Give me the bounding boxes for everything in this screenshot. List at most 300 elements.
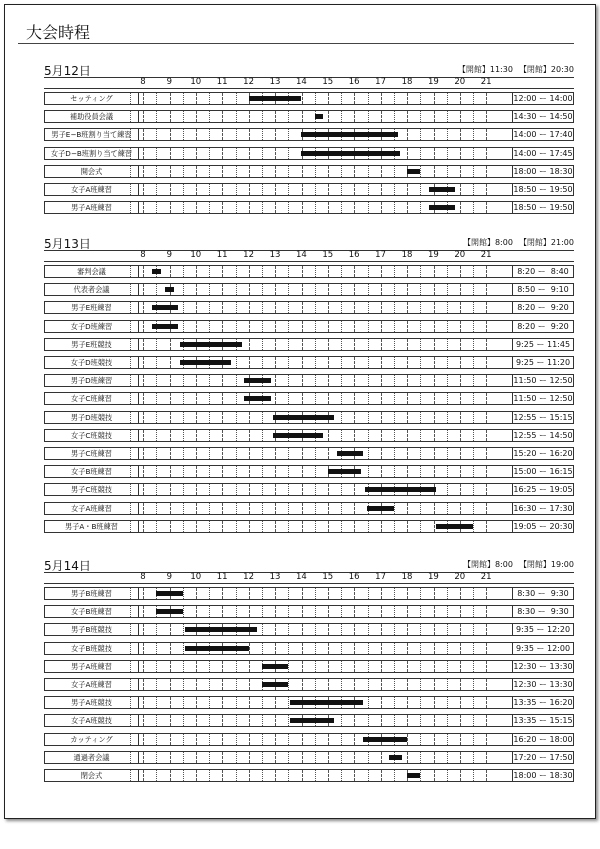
grid-tick xyxy=(447,624,448,635)
hour-label: 11 xyxy=(216,572,228,582)
grid-tick xyxy=(196,503,197,514)
grid-tick xyxy=(315,521,316,532)
grid-tick xyxy=(262,715,263,726)
grid-tick xyxy=(183,375,184,386)
grid-tick xyxy=(288,466,289,477)
grid-tick xyxy=(315,357,316,368)
grid-tick xyxy=(407,202,408,213)
grid-tick xyxy=(354,93,355,104)
grid-tick xyxy=(288,266,289,277)
grid-tick xyxy=(381,448,382,459)
grid-tick xyxy=(368,661,369,672)
grid-tick xyxy=(222,466,223,477)
grid-tick xyxy=(236,606,237,617)
grid-tick xyxy=(262,503,263,514)
grid-tick xyxy=(486,448,487,459)
grid-tick xyxy=(196,521,197,532)
event-label: 男子B班競技 xyxy=(45,624,139,635)
grid-tick xyxy=(288,357,289,368)
grid-tick xyxy=(170,734,171,745)
grid-tick xyxy=(143,339,144,350)
grid-tick xyxy=(249,521,250,532)
grid-tick xyxy=(275,129,276,140)
event-bar xyxy=(185,646,249,651)
event-bar xyxy=(152,324,178,329)
grid-tick xyxy=(473,484,474,495)
hour-label: 9 xyxy=(166,77,173,87)
grid-tick xyxy=(354,521,355,532)
grid-tick xyxy=(196,588,197,599)
hour-label: 13 xyxy=(269,572,281,582)
grid-tick xyxy=(341,606,342,617)
grid-tick xyxy=(341,184,342,195)
grid-tick xyxy=(302,321,303,332)
grid-tick xyxy=(394,521,395,532)
grid-tick xyxy=(143,715,144,726)
event-label: 開会式 xyxy=(45,166,139,177)
grid-tick xyxy=(302,503,303,514)
grid-tick xyxy=(302,393,303,404)
event-label: 男子B班練習 xyxy=(45,588,139,599)
grid-tick xyxy=(434,148,435,159)
open-time: 【開館】8:00 xyxy=(462,238,513,247)
grid-tick xyxy=(288,697,289,708)
grid-tick xyxy=(262,770,263,781)
grid-tick xyxy=(183,484,184,495)
grid-tick xyxy=(196,448,197,459)
grid-tick xyxy=(275,357,276,368)
event-label: 男子E班練習 xyxy=(45,302,139,313)
grid-tick xyxy=(222,734,223,745)
grid-tick xyxy=(262,430,263,441)
grid-tick xyxy=(420,661,421,672)
grid-tick xyxy=(302,111,303,122)
grid-tick xyxy=(209,430,210,441)
grid-tick xyxy=(434,661,435,672)
grid-tick xyxy=(302,588,303,599)
grid-tick xyxy=(328,284,329,295)
event-label: 男子D班競技 xyxy=(45,412,139,423)
grid-tick xyxy=(143,448,144,459)
grid-tick xyxy=(275,624,276,635)
grid-tick xyxy=(209,484,210,495)
hour-label: 14 xyxy=(295,572,307,582)
grid-tick xyxy=(196,661,197,672)
grid-tick xyxy=(143,321,144,332)
grid-tick xyxy=(473,448,474,459)
grid-tick xyxy=(209,588,210,599)
grid-tick xyxy=(143,375,144,386)
grid-tick xyxy=(460,484,461,495)
event-bar xyxy=(180,342,242,347)
grid-tick xyxy=(407,624,408,635)
schedule-row xyxy=(44,660,574,673)
grid-tick xyxy=(302,661,303,672)
schedule-row xyxy=(44,374,574,387)
event-bar xyxy=(290,700,363,705)
hall-hours xyxy=(463,237,574,248)
grid-tick xyxy=(209,679,210,690)
grid-tick xyxy=(447,166,448,177)
event-label: 通過者会議 xyxy=(45,752,139,763)
grid-tick xyxy=(328,752,329,763)
grid-tick xyxy=(460,129,461,140)
grid-tick xyxy=(486,606,487,617)
grid-tick xyxy=(130,503,131,514)
grid-tick xyxy=(368,302,369,313)
grid-tick xyxy=(341,679,342,690)
grid-tick xyxy=(130,284,131,295)
grid-tick xyxy=(183,93,184,104)
grid-tick xyxy=(434,752,435,763)
grid-tick xyxy=(460,715,461,726)
grid-tick xyxy=(381,715,382,726)
grid-tick xyxy=(209,503,210,514)
grid-tick xyxy=(460,148,461,159)
grid-tick xyxy=(236,93,237,104)
grid-tick xyxy=(196,484,197,495)
grid-tick xyxy=(341,643,342,654)
event-time: 9:35 ー 12:20 xyxy=(512,624,573,635)
grid-tick xyxy=(460,588,461,599)
grid-tick xyxy=(249,266,250,277)
grid-tick xyxy=(156,661,157,672)
grid-tick xyxy=(262,697,263,708)
grid-tick xyxy=(420,339,421,350)
grid-tick xyxy=(156,202,157,213)
grid-tick xyxy=(288,166,289,177)
hours-divider xyxy=(44,88,574,89)
grid-tick xyxy=(447,661,448,672)
title-divider xyxy=(18,43,574,44)
grid-tick xyxy=(249,302,250,313)
event-bar xyxy=(156,609,182,614)
event-time: 13:35 ー 16:20 xyxy=(513,698,573,708)
hour-label: 14 xyxy=(295,250,307,260)
grid-tick xyxy=(130,697,131,708)
schedule-row xyxy=(44,605,574,618)
grid-tick xyxy=(407,412,408,423)
grid-tick xyxy=(302,484,303,495)
grid-tick xyxy=(156,111,157,122)
grid-tick xyxy=(368,284,369,295)
grid-tick xyxy=(143,624,144,635)
grid-tick xyxy=(288,448,289,459)
grid-tick xyxy=(288,184,289,195)
grid-tick xyxy=(130,321,131,332)
grid-tick xyxy=(288,111,289,122)
grid-tick xyxy=(275,715,276,726)
grid-tick xyxy=(275,466,276,477)
grid-tick xyxy=(407,129,408,140)
event-time: 12:30 ー 13:30 xyxy=(513,680,573,689)
grid-tick xyxy=(368,521,369,532)
event-time: 12:55 ー 15:15 xyxy=(513,412,573,422)
grid-tick xyxy=(394,184,395,195)
grid-tick xyxy=(447,503,448,514)
grid-tick xyxy=(209,448,210,459)
event-time: 17:20 ー 17:50 xyxy=(513,752,573,762)
grid-tick xyxy=(288,588,289,599)
grid-tick xyxy=(183,111,184,122)
close-time: 【閉館】19:00 xyxy=(518,560,574,569)
grid-tick xyxy=(222,588,223,599)
grid-tick xyxy=(394,302,395,313)
grid-tick xyxy=(236,521,237,532)
grid-tick xyxy=(143,606,144,617)
grid-tick xyxy=(315,302,316,313)
event-bar xyxy=(152,269,161,274)
grid-tick xyxy=(460,503,461,514)
grid-tick xyxy=(156,430,157,441)
event-label: 女子D班競技 xyxy=(45,357,139,368)
hour-label: 8 xyxy=(140,250,146,260)
event-bar xyxy=(367,506,393,511)
grid-tick xyxy=(130,93,131,104)
grid-tick xyxy=(236,752,237,763)
grid-tick xyxy=(170,484,171,495)
grid-tick xyxy=(262,339,263,350)
grid-tick xyxy=(262,266,263,277)
grid-tick xyxy=(315,266,316,277)
hour-label: 16 xyxy=(348,77,360,87)
grid-tick xyxy=(249,202,250,213)
grid-tick xyxy=(394,412,395,423)
grid-tick xyxy=(275,503,276,514)
grid-tick xyxy=(275,770,276,781)
grid-tick xyxy=(249,148,250,159)
grid-tick xyxy=(183,661,184,672)
grid-tick xyxy=(434,466,435,477)
grid-tick xyxy=(183,129,184,140)
grid-tick xyxy=(368,643,369,654)
grid-tick xyxy=(236,448,237,459)
grid-tick xyxy=(328,448,329,459)
grid-tick xyxy=(275,448,276,459)
grid-tick xyxy=(156,770,157,781)
grid-tick xyxy=(262,752,263,763)
grid-tick xyxy=(143,148,144,159)
grid-tick xyxy=(143,661,144,672)
grid-tick xyxy=(143,266,144,277)
event-time: 18:00 ー 18:30 xyxy=(513,771,573,780)
grid-tick xyxy=(209,302,210,313)
hour-label: 13 xyxy=(269,250,281,260)
grid-tick xyxy=(236,412,237,423)
grid-tick xyxy=(302,266,303,277)
grid-tick xyxy=(486,375,487,386)
grid-tick xyxy=(354,166,355,177)
grid-tick xyxy=(407,430,408,441)
hour-label: 11 xyxy=(216,250,228,260)
grid-tick xyxy=(156,752,157,763)
grid-tick xyxy=(354,643,355,654)
grid-tick xyxy=(315,448,316,459)
grid-tick xyxy=(262,184,263,195)
grid-tick xyxy=(196,679,197,690)
grid-tick xyxy=(275,202,276,213)
event-bar xyxy=(407,169,420,174)
grid-tick xyxy=(275,484,276,495)
grid-tick xyxy=(460,266,461,277)
grid-tick xyxy=(222,375,223,386)
grid-tick xyxy=(130,266,131,277)
grid-tick xyxy=(460,661,461,672)
grid-tick xyxy=(170,166,171,177)
grid-tick xyxy=(328,624,329,635)
grid-tick xyxy=(130,375,131,386)
grid-tick xyxy=(394,606,395,617)
grid-tick xyxy=(473,503,474,514)
grid-tick xyxy=(249,448,250,459)
grid-tick xyxy=(209,412,210,423)
event-bar xyxy=(152,305,178,310)
event-time: 16:25 ー 19:05 xyxy=(513,485,573,495)
grid-tick xyxy=(275,521,276,532)
grid-tick xyxy=(460,111,461,122)
grid-tick xyxy=(288,679,289,690)
hour-label: 18 xyxy=(401,572,413,582)
hour-label: 17 xyxy=(375,250,386,260)
hour-label: 10 xyxy=(190,77,202,87)
grid-tick xyxy=(302,184,303,195)
grid-tick xyxy=(473,93,474,104)
grid-tick xyxy=(381,770,382,781)
grid-tick xyxy=(315,284,316,295)
grid-tick xyxy=(222,266,223,277)
grid-tick xyxy=(486,484,487,495)
event-bar xyxy=(315,114,324,119)
grid-tick xyxy=(381,521,382,532)
grid-tick xyxy=(288,393,289,404)
grid-tick xyxy=(288,643,289,654)
grid-tick xyxy=(473,624,474,635)
grid-tick xyxy=(368,339,369,350)
event-time: 8:30 ー 9:30 xyxy=(512,606,573,617)
grid-tick xyxy=(143,484,144,495)
schedule-row xyxy=(44,301,574,314)
grid-tick xyxy=(381,643,382,654)
grid-tick xyxy=(156,484,157,495)
event-time: 14:30 ー 14:50 xyxy=(513,112,573,122)
grid-tick xyxy=(434,734,435,745)
grid-tick xyxy=(249,184,250,195)
grid-tick xyxy=(434,624,435,635)
grid-tick xyxy=(460,412,461,423)
grid-tick xyxy=(236,375,237,386)
grid-tick xyxy=(275,393,276,404)
schedule-row xyxy=(44,733,574,746)
grid-tick xyxy=(368,393,369,404)
grid-tick xyxy=(473,284,474,295)
grid-tick xyxy=(447,448,448,459)
grid-tick xyxy=(381,624,382,635)
grid-tick xyxy=(447,357,448,368)
event-label: 男子E班競技 xyxy=(45,339,139,350)
grid-tick xyxy=(460,166,461,177)
grid-tick xyxy=(170,202,171,213)
grid-tick xyxy=(302,93,303,104)
grid-tick xyxy=(156,503,157,514)
grid-tick xyxy=(222,111,223,122)
hour-label: 13 xyxy=(269,77,281,87)
grid-tick xyxy=(170,521,171,532)
grid-tick xyxy=(341,412,342,423)
grid-tick xyxy=(420,129,421,140)
hour-label: 12 xyxy=(243,77,254,87)
event-bar xyxy=(301,132,398,137)
grid-tick xyxy=(236,734,237,745)
grid-tick xyxy=(196,430,197,441)
grid-tick xyxy=(407,466,408,477)
grid-tick xyxy=(434,643,435,654)
grid-tick xyxy=(222,697,223,708)
grid-tick xyxy=(434,697,435,708)
grid-tick xyxy=(368,448,369,459)
grid-tick xyxy=(183,734,184,745)
grid-tick xyxy=(407,643,408,654)
grid-tick xyxy=(183,448,184,459)
grid-tick xyxy=(209,321,210,332)
grid-tick xyxy=(473,412,474,423)
event-time: 8:30 ー 9:30 xyxy=(512,588,573,599)
grid-tick xyxy=(262,148,263,159)
grid-tick xyxy=(473,375,474,386)
grid-tick xyxy=(420,624,421,635)
grid-tick xyxy=(328,484,329,495)
grid-tick xyxy=(354,715,355,726)
grid-tick xyxy=(275,643,276,654)
grid-tick xyxy=(328,661,329,672)
hour-label: 17 xyxy=(375,77,386,87)
hour-label: 12 xyxy=(243,250,254,260)
grid-tick xyxy=(486,643,487,654)
grid-tick xyxy=(288,503,289,514)
grid-tick xyxy=(130,357,131,368)
grid-tick xyxy=(394,679,395,690)
hour-label: 10 xyxy=(190,250,202,260)
grid-tick xyxy=(354,339,355,350)
grid-tick xyxy=(130,679,131,690)
grid-tick xyxy=(368,202,369,213)
grid-tick xyxy=(420,715,421,726)
grid-tick xyxy=(196,734,197,745)
grid-tick xyxy=(183,715,184,726)
grid-tick xyxy=(473,643,474,654)
hours-divider xyxy=(44,261,574,262)
grid-tick xyxy=(434,679,435,690)
schedule-row xyxy=(44,183,574,196)
grid-tick xyxy=(486,129,487,140)
grid-tick xyxy=(143,521,144,532)
hour-label: 18 xyxy=(401,77,413,87)
grid-tick xyxy=(156,93,157,104)
grid-tick xyxy=(368,321,369,332)
grid-tick xyxy=(407,357,408,368)
grid-tick xyxy=(262,302,263,313)
grid-tick xyxy=(315,321,316,332)
grid-tick xyxy=(262,521,263,532)
grid-tick xyxy=(407,266,408,277)
grid-tick xyxy=(288,715,289,726)
schedule-row xyxy=(44,411,574,424)
grid-tick xyxy=(262,588,263,599)
grid-tick xyxy=(341,357,342,368)
grid-tick xyxy=(473,606,474,617)
hour-label: 15 xyxy=(322,250,334,260)
day-section xyxy=(0,235,600,600)
grid-tick xyxy=(236,393,237,404)
